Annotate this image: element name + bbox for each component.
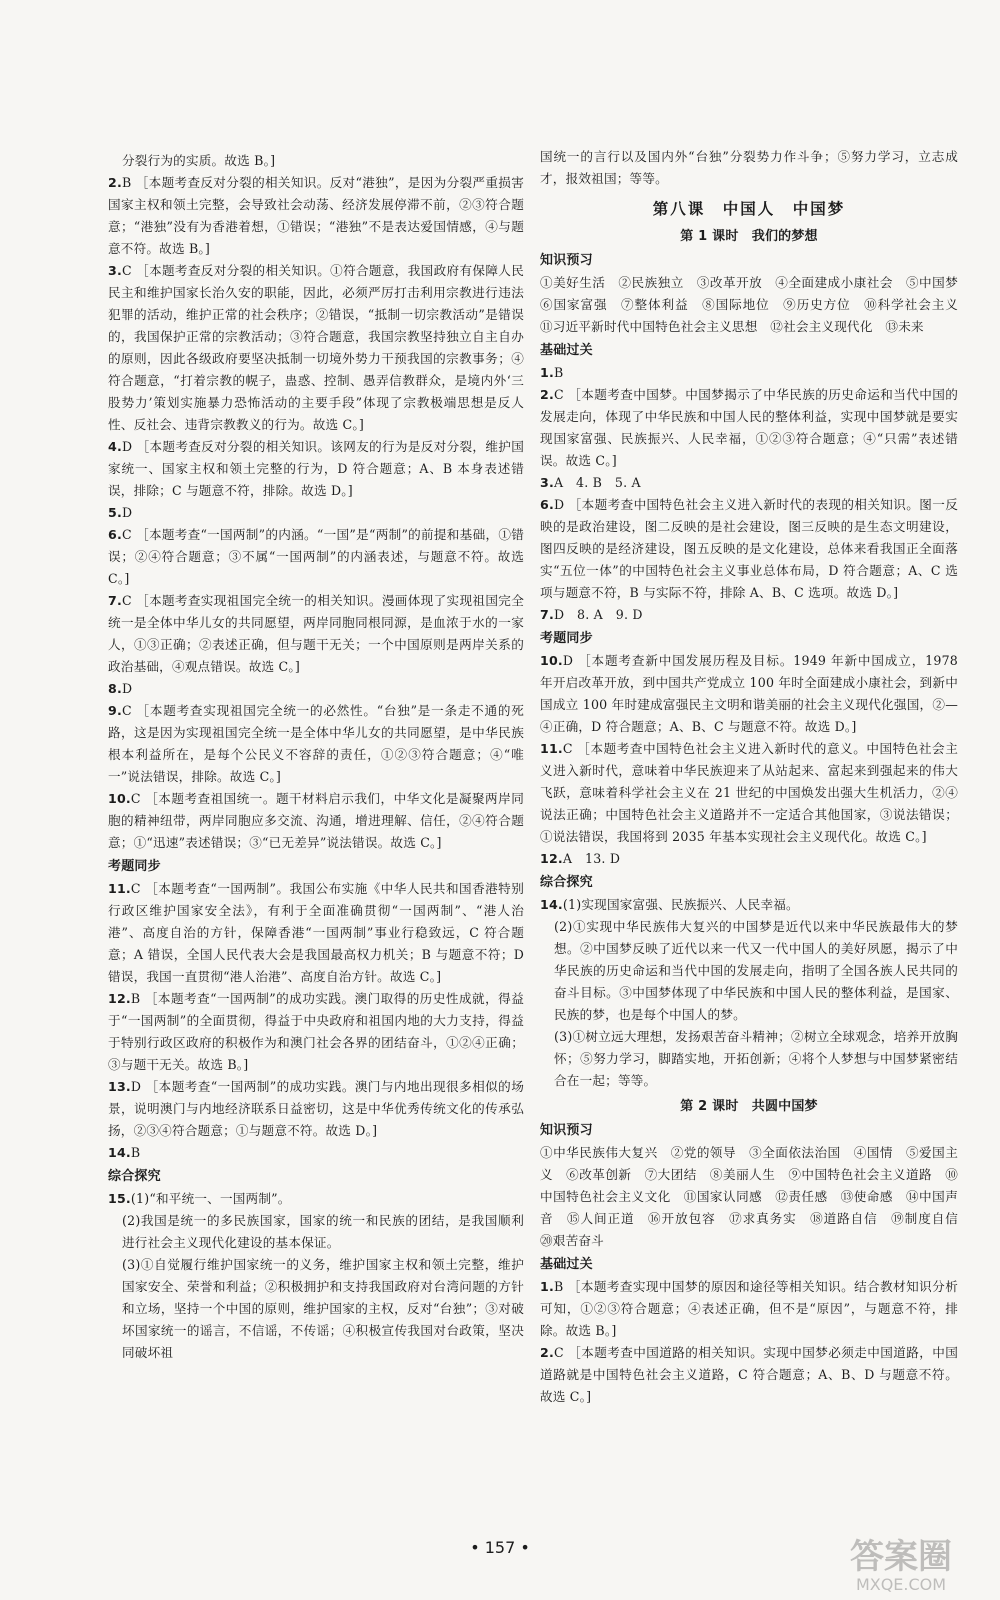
paragraph: 分裂行为的实质。故选 B。]	[122, 153, 276, 168]
answer-item	[540, 738, 958, 848]
question-number: 9.	[108, 703, 122, 718]
section-heading: 知识预习	[540, 1123, 593, 1138]
paragraph: (3)①树立远大理想，发扬艰苦奋斗精神；②树立全球观念，培养开放胸怀；⑤努力学习，脚踏实地，开拓创新；④将个人梦想与中国梦紧密结合在一起；等等。	[554, 1029, 958, 1088]
answer-text: B ［本题考查“一国两制”的成功实践。澳门取得的历史性成就，得益于“一国两制”的全面贯彻，得益于中央政府和祖国内地的大力支持，得益于特别行政区政府的积极作为和澳门社会各界的团结奋斗，①②④正确；③与题干无关。故选 B。]	[108, 991, 524, 1072]
answer-item	[108, 1142, 524, 1164]
watermark-sub-text: MXQE.COM	[855, 1575, 947, 1594]
question-number: 14.	[540, 897, 563, 912]
section-heading: 综合探究	[540, 875, 593, 890]
question-number: 15.	[108, 1191, 131, 1206]
answer-item	[540, 1342, 958, 1408]
question-number: 6.	[108, 527, 122, 542]
paragraph: (3)①自觉履行维护国家统一的义务，维护国家主权和领土完整，维护国家安全、荣誉和利益；②积极拥护和支持我国政府对台湾问题的方针和立场，坚持一个中国的原则，维护国家的主权，反对“台独”；③对破坏国家统一的谣言，不信谣，不传谣；④积极宣传我国对台政策，坚决同破坏祖	[122, 1257, 524, 1360]
answer-item	[108, 700, 524, 788]
question-number: 10.	[540, 653, 563, 668]
question-number: 3.	[540, 475, 554, 490]
answer-item	[108, 1188, 524, 1210]
answer-item	[108, 878, 524, 988]
question-number: 7.	[540, 607, 554, 622]
answer-item	[540, 472, 958, 494]
right-column	[540, 146, 971, 1408]
question-number: 5.	[108, 505, 122, 520]
question-number: 2.	[540, 1345, 554, 1360]
answer-item	[108, 590, 524, 678]
answer-text: C ［本题考查实现祖国完全统一的必然性。“台独”是一条走不通的死路，这是因为实现祖国完全统一是全体中华儿女的共同愿望，是中华民族根本利益所在，是每个公民义不容辞的责任，①②③符合题意；④“唯一”说法错误，排除。故选 C。]	[108, 703, 524, 784]
section-heading: 考题同步	[108, 859, 161, 874]
question-number: 7.	[108, 593, 122, 608]
answer-item	[540, 494, 958, 604]
answer-item	[108, 502, 524, 524]
period-title: 第 2 课时 共圆中国梦	[680, 1099, 818, 1114]
answer-text: C ［本题考查祖国统一。题干材料启示我们，中华文化是凝聚两岸同胞的精神纽带，两岸同胞应多交流、沟通，增进理解、信任，②④符合题意；①“迅速”表述错误；③“已无差异”说法错误。故选 C。]	[108, 791, 524, 850]
answer-text: D ［本题考查“一国两制”的成功实践。澳门与内地出现很多相似的场景，说明澳门与内地经济联系日益密切，这是中华优秀传统文化的传承弘扬，②③④符合题意；①与题意不符。故选 D。]	[108, 1079, 524, 1138]
question-number: 14.	[108, 1145, 131, 1160]
watermark-logo	[808, 1528, 994, 1594]
section-heading: 综合探究	[108, 1169, 161, 1184]
answer-item	[540, 894, 958, 916]
question-number: 13.	[108, 1079, 131, 1094]
answer-text: D ［本题考查新中国发展历程及目标。1949 年新中国成立，1978 年开启改革开放，到中国共产党成立 100 年时全面建成小康社会，到新中国成立 100 年时建成富强民主文明和谐美丽的社会主义现代化强国，②—④正确，D 符合题意；A、B、C 与题意不符。故选 D。]	[540, 653, 958, 734]
answer-text: A 4. B 5. A	[553, 475, 641, 490]
question-number: 12.	[108, 991, 131, 1006]
answer-text: D ［本题考查反对分裂的相关知识。该网友的行为是反对分裂，维护国家统一、国家主权和领土完整的行为，D 符合题意；A、B 本身表述错误，排除；C 与题意不符，排除。故选 D。]	[108, 439, 524, 498]
question-number: 2.	[540, 387, 554, 402]
answer-text: B	[130, 1145, 141, 1160]
answer-item	[108, 524, 524, 590]
answer-text: C ［本题考查中国梦。中国梦揭示了中华民族的历史命运和当代中国的发展走向，体现了中华民族和中国人民的整体利益，实现中国梦就是要实现国家富强、民族振兴、人民幸福，①②③符合题意；④“只需”表述错误。故选 C。]	[540, 387, 958, 468]
section-heading: 考题同步	[540, 631, 593, 646]
answer-text: B ［本题考查反对分裂的相关知识。反对“港独”，是因为分裂严重损害国家主权和领土完整，会导致社会动荡、经济发展停滞不前，②③符合题意；“港独”没有为香港着想，①错误；“港独”不是表达爱国情感，④与题意不符。故选 B。]	[108, 175, 524, 256]
answer-item	[540, 650, 958, 738]
question-number: 3.	[108, 263, 122, 278]
answer-item	[108, 436, 524, 502]
watermark-main-text: 答案圈	[850, 1537, 952, 1577]
answer-item	[540, 1276, 958, 1342]
answer-text: D	[121, 681, 133, 696]
question-number: 12.	[540, 851, 563, 866]
answer-item	[108, 678, 524, 700]
answer-item	[540, 848, 958, 870]
answer-text: (1)“和平统一、一国两制”。	[130, 1191, 291, 1206]
section-heading: 基础过关	[540, 343, 593, 358]
paragraph: ①中华民族伟大复兴 ②党的领导 ③全面依法治国 ④国情 ⑤爱国主义 ⑥改革创新 ⑦大团结 ⑧美丽人生 ⑨中国特色社会主义道路 ⑩中国特色社会主义文化 ⑪国家认同感 ⑫责任感 ⑬使命感 ⑭中国声音 ⑮人间正道 ⑯开放包容 ⑰求真务实 ⑱道路自信 ⑲制度自信 ⑳艰苦奋斗	[540, 1145, 971, 1248]
answer-item	[108, 172, 524, 260]
answer-text: D 8. A 9. D	[553, 607, 643, 622]
lesson-title: 第八课 中国人 中国梦	[652, 200, 846, 218]
answer-text: C ［本题考查中国特色社会主义进入新时代的意义。中国特色社会主义进入新时代，意味着中华民族迎来了从站起来、富起来到强起来的伟大飞跃，意味着科学社会主义在 21 世纪的中国焕发出强大生机活力，②④说法正确；中国特色社会主义道路并不一定适合其他国家，③说法错误；①说法错误，我国将到 2035 年基本实现社会主义现代化。故选 C。]	[540, 741, 958, 844]
answer-text: (1)实现国家富强、民族振兴、人民幸福。	[562, 897, 799, 912]
answer-text: D ［本题考查中国特色社会主义进入新时代的表现的相关知识。图一反映的是政治建设，图二反映的是社会建设，图三反映的是生态文明建设，图四反映的是经济建设，图五反映的是文化建设，总体来看我国正全面落实“五位一体”的中国特色社会主义事业总体布局，D 符合题意；A、C 选项与题意不符，B 与实际不符，排除 A、B、C 选项。故选 D。]	[540, 497, 958, 600]
paragraph: (2)①实现中华民族伟大复兴的中国梦是近代以来中华民族最伟大的梦想。②中国梦反映了近代以来一代又一代中国人的美好夙愿，揭示了中华民族的历史命运和当代中国的发展走向，指明了全国各族人民共同的奋斗目标。③中国梦体现了中华民族和中国人民的整体利益，是国家、民族的梦，也是每个中国人的梦。	[554, 919, 958, 1022]
page-number: • 157 •	[470, 1538, 530, 1557]
period-title: 第 1 课时 我们的梦想	[680, 229, 818, 244]
answer-item	[108, 788, 524, 854]
question-number: 10.	[108, 791, 131, 806]
paragraph: 国统一的言行以及国内外“台独”分裂势力作斗争；⑤努力学习，立志成才，报效祖国；等等。	[540, 149, 958, 186]
answer-text: C ［本题考查实现祖国完全统一的相关知识。漫画体现了实现祖国完全统一是全体中华儿女的共同愿望，两岸同胞同根同源，是血浓于水的一家人，①③正确；②表述正确，但与题干无关；一个中国原则是两岸关系的政治基础，④观点错误。故选 C。]	[108, 593, 524, 674]
question-number: 6.	[540, 497, 554, 512]
answer-item	[540, 362, 958, 384]
answer-item	[540, 604, 958, 626]
answer-text: C ［本题考查“一国两制”。我国公布实施《中华人民共和国香港特别行政区维护国家安全法》，有利于全面准确贯彻“一国两制”、“港人治港”、高度自治的方针，保障香港“一国两制”事业行稳致远，C 符合题意；A 错误，全国人民代表大会是我国最高权力机关；B 与题意不符；D 错误，我国一直贯彻“港人治港”、高度自治方针。故选 C。]	[108, 881, 524, 984]
left-column	[108, 150, 524, 1364]
section-heading: 基础过关	[540, 1257, 593, 1272]
question-number: 11.	[108, 881, 131, 896]
paragraph: (2)我国是统一的多民族国家，国家的统一和民族的团结，是我国顺利进行社会主义现代化建设的基本保证。	[122, 1213, 524, 1250]
answer-item	[108, 260, 524, 436]
answer-text: C ［本题考查中国道路的相关知识。实现中国梦必须走中国道路，中国道路就是中国特色社会主义道路，C 符合题意；A、B、D 与题意不符。故选 C。]	[540, 1345, 958, 1404]
answer-text: A 13. D	[562, 851, 621, 866]
question-number: 4.	[108, 439, 122, 454]
answer-text: C ［本题考查“一国两制”的内涵。“一国”是“两制”的前提和基础，①错误；②④符合题意；③不属“一国两制”的内涵表述，与题意不符。故选 C。]	[108, 527, 524, 586]
answer-item	[540, 384, 958, 472]
question-number: 1.	[540, 365, 554, 380]
answer-text: D	[121, 505, 133, 520]
answer-item	[108, 988, 524, 1076]
question-number: 8.	[108, 681, 122, 696]
section-heading: 知识预习	[540, 253, 593, 268]
answer-item	[108, 1076, 524, 1142]
question-number: 1.	[540, 1279, 554, 1294]
answer-text: B	[553, 365, 564, 380]
question-number: 2.	[108, 175, 122, 190]
question-number: 11.	[540, 741, 563, 756]
answer-text: B ［本题考查实现中国梦的原因和途径等相关知识。结合教材知识分析可知，①②③符合题意；④表述正确，但不是“原因”，与题意不符，排除。故选 B。]	[540, 1279, 958, 1338]
answer-text: C ［本题考查反对分裂的相关知识。①符合题意，我国政府有保障人民民主和维护国家长治久安的职能，因此，必须严厉打击利用宗教进行违法犯罪的活动，维护正常的社会秩序；②错误，“抵制一切宗教活动”是错误的，我国保护正常的宗教活动；③符合题意，我国宗教坚持独立自主自办的原则，因此各级政府要坚决抵制一切境外势力干预我国的宗教事务；④符合题意，“打着宗教的幌子，蛊惑、控制、愚弄信教群众，是境内外‘三股势力’策划实施暴力恐怖活动的主要手段”体现了宗教极端思想是反人性、反社会、违背宗教教义的行为。故选 C。]	[108, 263, 524, 432]
paragraph: ①美好生活 ②民族独立 ③改革开放 ④全面建成小康社会 ⑤中国梦 ⑥国家富强 ⑦整体利益 ⑧国际地位 ⑨历史方位 ⑩科学社会主义 ⑪习近平新时代中国特色社会主义思想 ⑫社会主义现代化 ⑬未来	[540, 275, 971, 334]
